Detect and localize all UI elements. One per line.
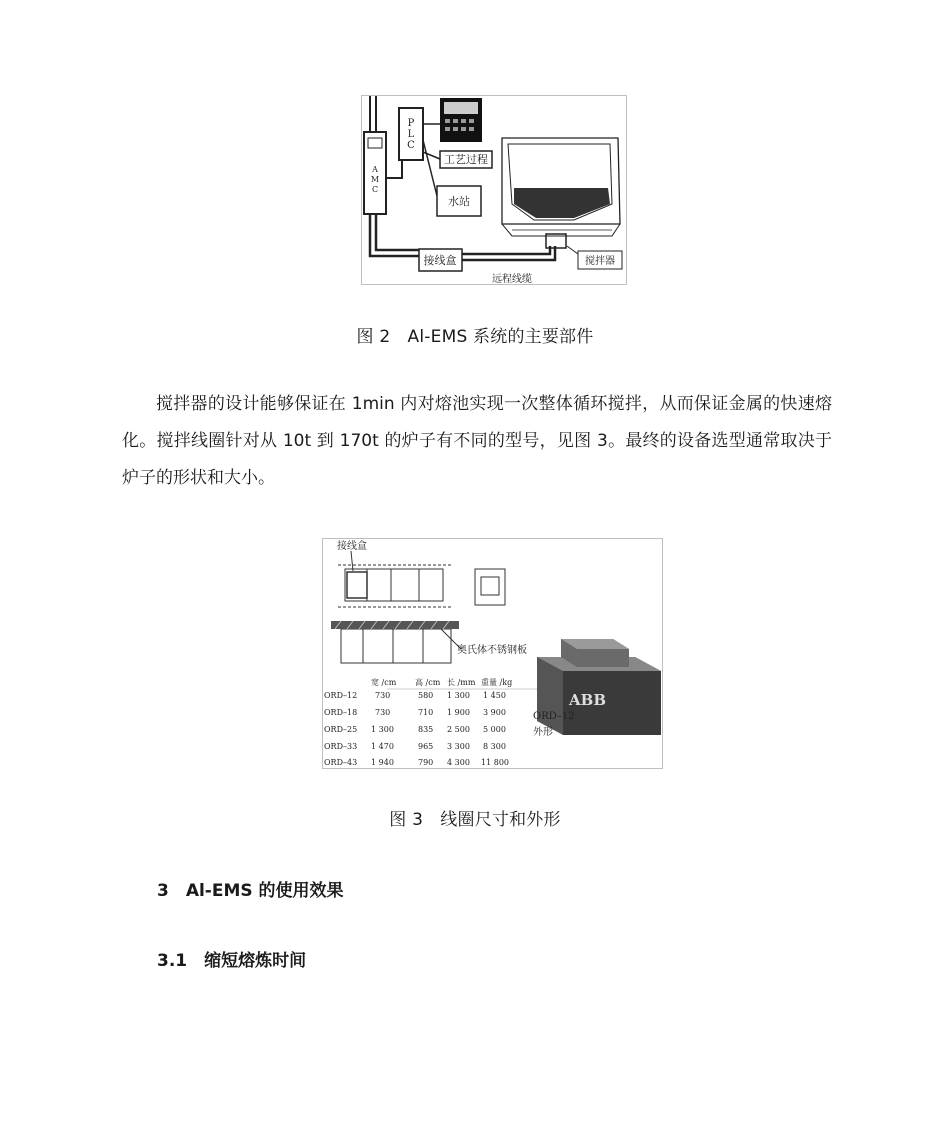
header-width: 宽 /cm [371,678,397,687]
figure-2-system-diagram [361,95,627,285]
body-paragraph: 搅拌器的设计能够保证在 1min 内对熔池实现一次整体循环搅拌，从而保证金属的快速熔化。搅拌线圈针对从 10t 到 170t 的炉子有不同的型号，见图 3。最终的设备选型通常取决于炉子的形状和大小。 [122,394,832,488]
svg-text:1 470: 1 470 [371,742,394,751]
molten-metal [514,188,610,218]
table-row [324,708,506,717]
table-header-row [371,677,512,687]
header-weight: 重量 /kg [481,678,513,687]
svg-text:730: 730 [375,708,391,717]
svg-text:1 450: 1 450 [483,691,506,700]
svg-text:965: 965 [418,742,434,751]
water-station-label: 水站 [448,195,470,208]
svg-text:1 300: 1 300 [371,725,394,734]
table-row [324,758,509,767]
amc-letter-a: A [372,165,378,174]
svg-text:2 500: 2 500 [447,725,470,734]
stirrer-label: 搅拌器 [585,256,615,267]
svg-text:11 800: 11 800 [481,758,509,767]
remote-cable-label: 远程线缆 [492,274,532,284]
steel-plate-label: 奥氏体不锈钢板 [457,645,527,656]
system-diagram [362,96,626,284]
svg-text:ORD–12: ORD–12 [324,691,358,700]
header-length: 长 /mm [447,678,476,687]
svg-text:1 300: 1 300 [447,691,470,700]
svg-text:730: 730 [375,691,391,700]
junction-box-label: 接线盒 [337,541,367,552]
model-name-label: ORD–12 [533,711,575,722]
header-height: 高 /cm [415,678,441,687]
svg-text:580: 580 [418,691,434,700]
svg-text:8 300: 8 300 [483,742,506,751]
svg-text:790: 790 [418,758,434,767]
svg-text:ORD–18: ORD–18 [324,708,358,717]
figure-3-caption: 图 3 线圈尺寸和外形 [389,810,561,830]
svg-text:ORD–33: ORD–33 [324,742,358,751]
svg-text:835: 835 [418,725,434,734]
svg-text:1 940: 1 940 [371,758,394,767]
coil-side-view [475,569,505,605]
svg-text:4 300: 4 300 [447,758,470,767]
coil-section-view [341,629,451,663]
junction-box-label: 接线盒 [423,254,457,267]
amc-letter-c: C [371,185,379,194]
operator-panel [440,98,482,142]
figure-2-caption: 图 2 Al-EMS 系统的主要部件 [356,327,594,347]
table-row [324,691,506,700]
svg-text:3 300: 3 300 [447,742,470,751]
svg-text:710: 710 [418,708,434,717]
process-label: 工艺过程 [444,153,488,166]
svg-text:3 900: 3 900 [483,708,506,717]
plc-letter-p: P [407,118,415,129]
svg-text:ORD–25: ORD–25 [324,725,358,734]
svg-text:1 900: 1 900 [447,708,470,717]
svg-text:5 000: 5 000 [483,725,506,734]
amc-letter-m: M [370,175,380,184]
abb-logo-text: ABB [569,691,606,709]
appearance-label: 外形 [533,727,553,738]
coil-drawing [323,539,662,768]
coil-top-view [345,569,443,601]
subsection-heading: 3.1 缩短熔炼时间 [157,951,307,971]
figure-3-coil-drawing [322,538,663,769]
table-row [324,725,506,734]
svg-text:ORD–43: ORD–43 [324,758,358,767]
plc-letter-c: C [407,140,415,151]
dimension-table [324,677,512,767]
table-row [324,742,506,751]
plc-letter-l: L [407,129,415,140]
section-heading: 3 Al-EMS 的使用效果 [157,881,344,901]
